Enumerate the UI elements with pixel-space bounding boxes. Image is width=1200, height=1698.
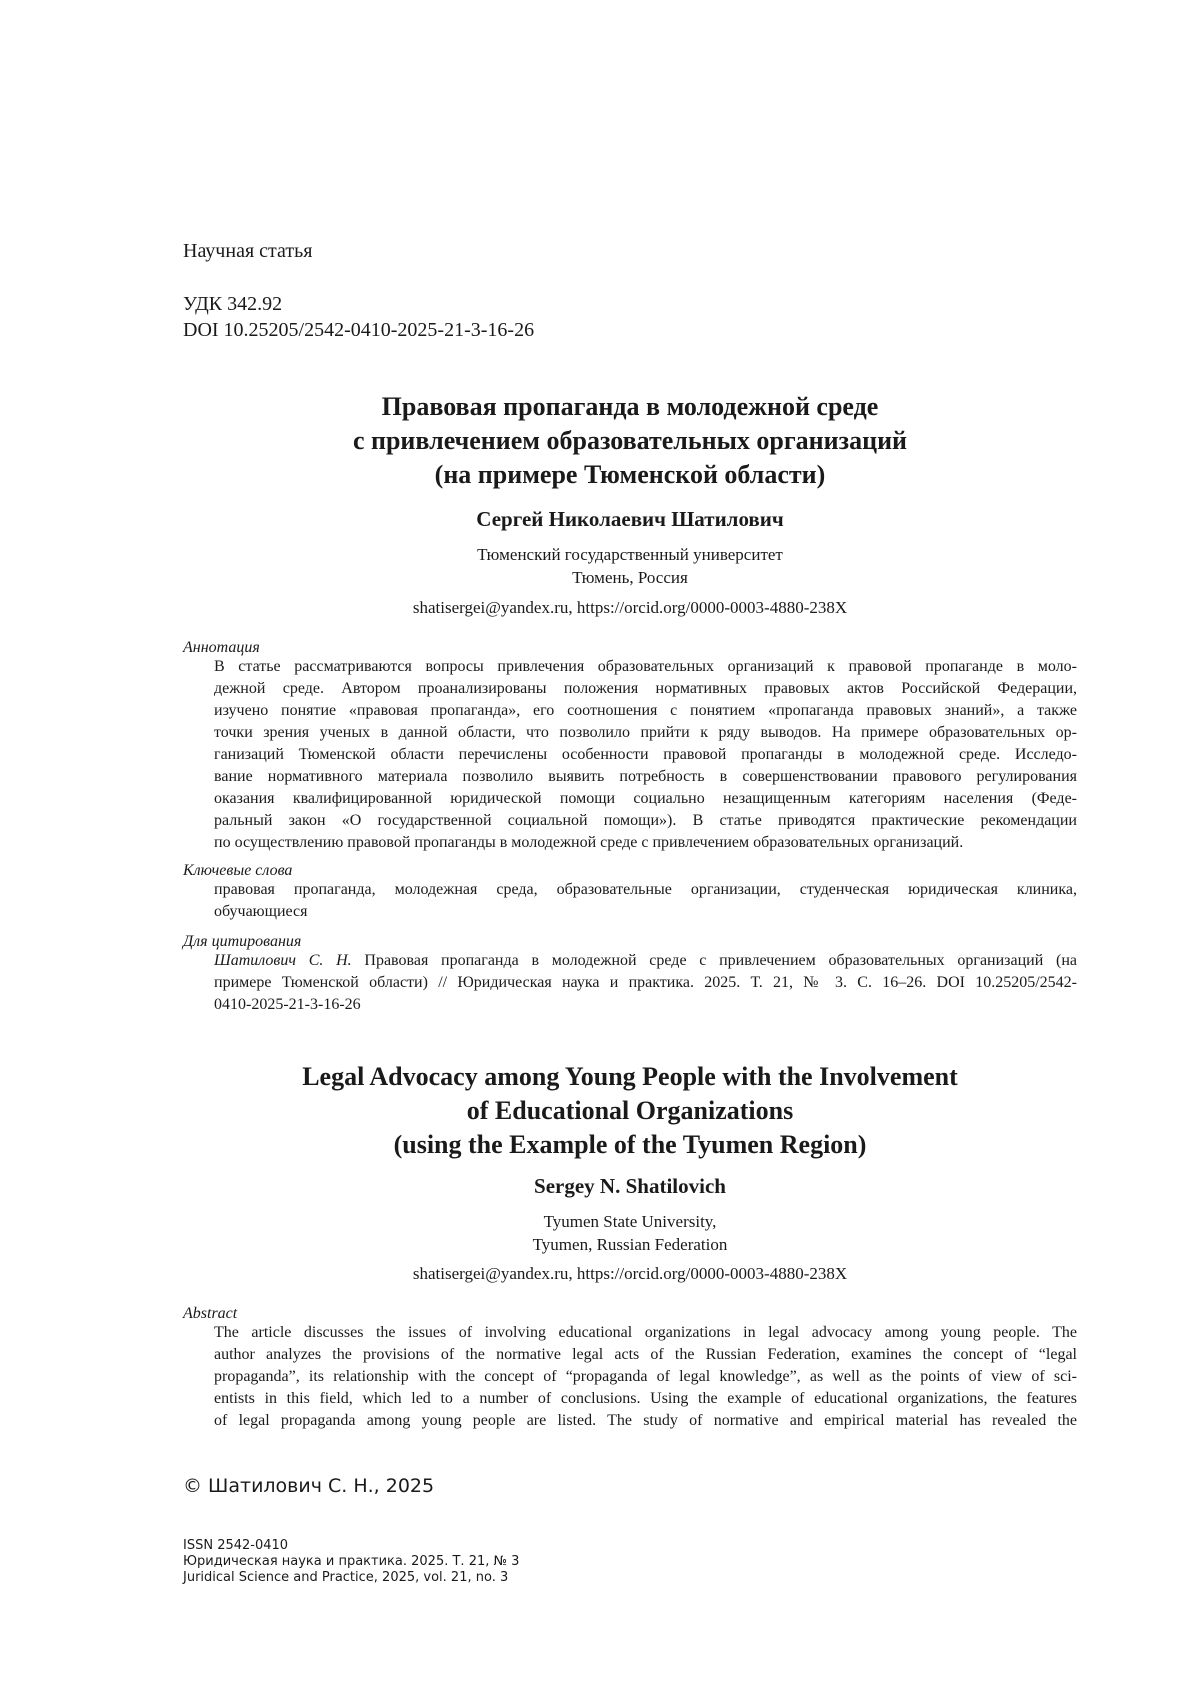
ru-title-line: (на примере Тюменской области): [434, 460, 826, 489]
citation-line: примере Тюменской области) // Юридическая наука и практика. 2025. Т. 21, № 3. С. 16–26. DOI 10.25205/2542-: [214, 974, 1077, 991]
en-affiliation: [0, 1210, 1200, 1256]
ru-abstract-line: изучено понятие «правовая пропаганда», его соотношения с понятием «пропаганда правовых знаний», а также: [214, 702, 1077, 719]
citation-author: Шатилович С. Н.: [214, 952, 352, 969]
journal-footer: [183, 1538, 519, 1586]
article-type: Научная статья: [183, 240, 313, 262]
journal-ru: Юридическая наука и практика. 2025. Т. 21, № 3: [183, 1554, 520, 1569]
ru-abstract-line: дежной среде. Автором проанализированы положения нормативных правовых актов Российской Федерации,: [214, 680, 1077, 697]
doi: DOI 10.25205/2542-0410-2025-21-3-16-26: [183, 319, 535, 341]
en-title: [0, 1060, 1200, 1162]
citation: [214, 950, 1077, 1016]
ru-abstract-line: точки зрения ученых в данной области, что позволило прийти к ряду выводов. На примере образовательных ор-: [214, 724, 1077, 741]
en-abstract-line: propaganda”, its relationship with the concept of “propaganda of legal knowledge”, as well as the points of view of sci-: [214, 1368, 1077, 1385]
en-affiliation-line: Tyumen, Russian Federation: [532, 1235, 728, 1254]
en-abstract-line: author analyzes the provisions of the normative legal acts of the Russian Federation, examines the concept of “legal: [214, 1346, 1077, 1363]
ru-affiliation-line: Тюменский государственный университет: [477, 545, 783, 564]
journal-en: Juridical Science and Practice, 2025, vol. 21, no. 3: [183, 1570, 509, 1585]
keywords-line: обучающиеся: [214, 903, 308, 920]
citation-text: Правовая пропаганда в молодежной среде с привлечением образовательных организаций (на: [351, 952, 1077, 969]
ru-title-line: с привлечением образовательных организаций: [352, 426, 908, 455]
en-contact: shatisergei@yandex.ru, https://orcid.org/0000-0003-4880-238X: [412, 1264, 848, 1283]
en-abstract-line: of legal propaganda among young people are listed. The study of normative and empirical material has revealed the: [214, 1412, 1077, 1429]
ru-abstract-label: Аннотация: [183, 639, 260, 656]
udc-code: УДК 342.92: [183, 293, 283, 315]
keywords-line: правовая пропаганда, молодежная среда, образовательные организации, студенческая юридическая клиника,: [214, 881, 1077, 898]
ru-abstract-line: В статье рассматриваются вопросы привлечения образовательных организаций к правовой пропаганде в моло-: [214, 658, 1077, 675]
ru-abstract-line: ганизаций Тюменской области перечислены особенности правовой пропаганды в молодежной среде. Исследо-: [214, 746, 1077, 763]
ru-abstract-line: ральный закон «О государственной социальной помощи»). В статье приводятся практические рекомендации: [214, 812, 1077, 829]
ru-title-line: Правовая пропаганда в молодежной среде: [381, 392, 879, 421]
ru-author: Сергей Николаевич Шатилович: [476, 507, 784, 531]
en-abstract-line: entists in this field, which led to a number of conclusions. Using the example of educational organizations, the features: [214, 1390, 1077, 1407]
citation-line: 0410-2025-21-3-16-26: [214, 996, 361, 1013]
en-title-line: Legal Advocacy among Young People with the Involvement: [302, 1062, 958, 1091]
ru-title: [0, 390, 1200, 492]
issn: ISSN 2542-0410: [183, 1538, 289, 1553]
ru-abstract-line: по осуществлению правовой пропаганды в молодежной среде с привлечением образовательных организаций.: [214, 834, 964, 851]
keywords: [214, 879, 1077, 923]
ru-abstract-line: оказания квалифицированной юридической помощи социально незащищенным категориям населения (Феде-: [214, 790, 1077, 807]
keywords-label: Ключевые слова: [183, 862, 293, 879]
ru-abstract-line: вание нормативного материала позволило выявить потребность в совершенствовании правового регулирования: [214, 768, 1077, 785]
en-abstract: [214, 1322, 1077, 1432]
en-abstract-line: The article discusses the issues of involving educational organizations in legal advocacy among young people. The: [214, 1324, 1077, 1341]
en-affiliation-line: Tyumen State University,: [543, 1212, 717, 1231]
ru-abstract: [214, 656, 1077, 854]
ru-contact: shatisergei@yandex.ru, https://orcid.org/0000-0003-4880-238X: [412, 598, 848, 617]
ru-affiliation: [0, 543, 1200, 589]
en-abstract-label: Abstract: [183, 1305, 238, 1322]
citation-line: [214, 950, 1077, 972]
en-author: Sergey N. Shatilovich: [534, 1174, 726, 1198]
citation-label: Для цитирования: [183, 933, 302, 950]
copyright-notice: © Шатилович С. Н., 2025: [183, 1475, 435, 1497]
en-title-line: (using the Example of the Tyumen Region): [393, 1130, 867, 1159]
ru-affiliation-line: Тюмень, Россия: [572, 568, 688, 587]
en-title-line: of Educational Organizations: [466, 1096, 794, 1125]
